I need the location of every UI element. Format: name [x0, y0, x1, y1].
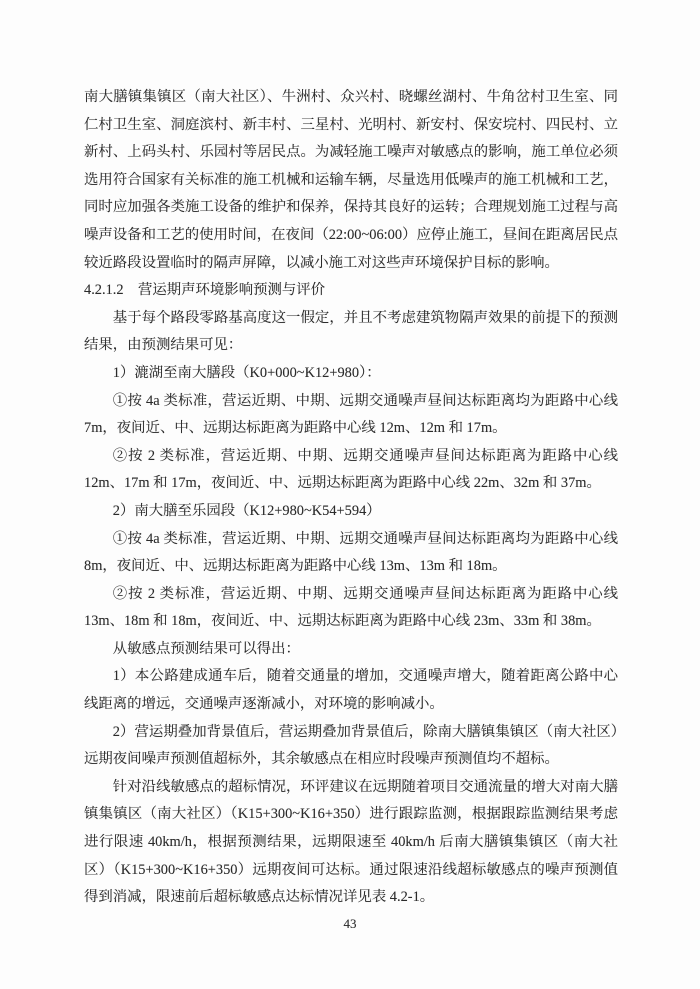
- paragraph: ②按 2 类标准，营运近期、中期、远期交通噪声昼间达标距离为距路中心线 12m、17m 和 17m，夜间近、中、远期达标距离为距路中心线 22m、32m 和 37m。: [84, 447, 618, 492]
- paragraph: ②按 2 类标准，营运近期、中期、远期交通噪声昼间达标距离为距路中心线 13m、18m 和 18m，夜间近、中、远期达标距离为距路中心线 23m、33m 和 38m。: [84, 585, 618, 630]
- paragraph: 1）本公路建成通车后，随着交通量的增加，交通噪声增大，随着距离公路中心线距离的增远，交通噪声逐渐减小，对环境的影响减小。: [84, 668, 618, 713]
- paragraph: ①按 4a 类标准，营运近期、中期、远期交通噪声昼间达标距离均为距路中心线 8m，夜间近、中、远期达标距离为距路中心线 13m、13m 和 18m。: [84, 530, 618, 575]
- paragraph: 1）漉湖至南大膳段（K0+000~K12+980）：: [112, 364, 381, 381]
- paragraph: 2）营运期叠加背景值后，营运期叠加背景值后，除南大膳镇集镇区（南大社区）远期夜间噪声预测值超标外，其余敏感点在相应时段噪声预测值均不超标。: [84, 723, 618, 768]
- paragraph: 基于每个路段零路基高度这一假定，并且不考虑建筑物隔声效果的前提下的预测结果，由预测结果可见：: [84, 309, 618, 354]
- section-heading: 4.2.1.2 营运期声环境影响预测与评价: [84, 282, 326, 299]
- paragraph: 针对沿线敏感点的超标情况，环评建议在远期随着项目交通流量的增大对南大膳镇集镇区（南大社区）（K15+300~K16+350）进行跟踪监测，根据跟踪监测结果考虑进行限速 40km/h，根据预测结果，远期限速至 40km/h 后南大膳镇集镇区（南大社区）（K15+300~K16+350）远期夜间可达标。通过限速沿线超标敏感点的噪声预测值得到消减，限速前后超标敏感点达标情况详见表 4.2-1。: [84, 778, 618, 906]
- paragraph: 南大膳镇集镇区（南大社区）、牛洲村、众兴村、晓螺丝湖村、牛角岔村卫生室、同仁村卫生室、洞庭滨村、新丰村、三星村、光明村、新安村、保安垸村、四民村、立新村、上码头村、乐园村等居民点。为减轻施工噪声对敏感点的影响，施工单位必须选用符合国家有关标准的施工机械和运输车辆，尽量选用低噪声的施工机械和工艺，同时应加强各类施工设备的维护和保养，保持其良好的运转；合理规划施工过程与高噪声设备和工艺的使用时间，在夜间（22:00~06:00）应停止施工，昼间在距离居民点较近路段设置临时的隔声屏障，以减小施工对这些声环境保护目标的影响。: [84, 89, 618, 271]
- document-body: [84, 84, 618, 912]
- paragraph: ①按 4a 类标准，营运近期、中期、远期交通噪声昼间达标距离均为距路中心线 7m，夜间近、中、远期达标距离为距路中心线 12m、12m 和 17m。: [84, 392, 618, 437]
- paragraph: 从敏感点预测结果可以得出：: [112, 640, 300, 657]
- paragraph: 2）南大膳至乐园段（K12+980~K54+594）: [112, 502, 381, 519]
- page-number: 43: [343, 916, 357, 931]
